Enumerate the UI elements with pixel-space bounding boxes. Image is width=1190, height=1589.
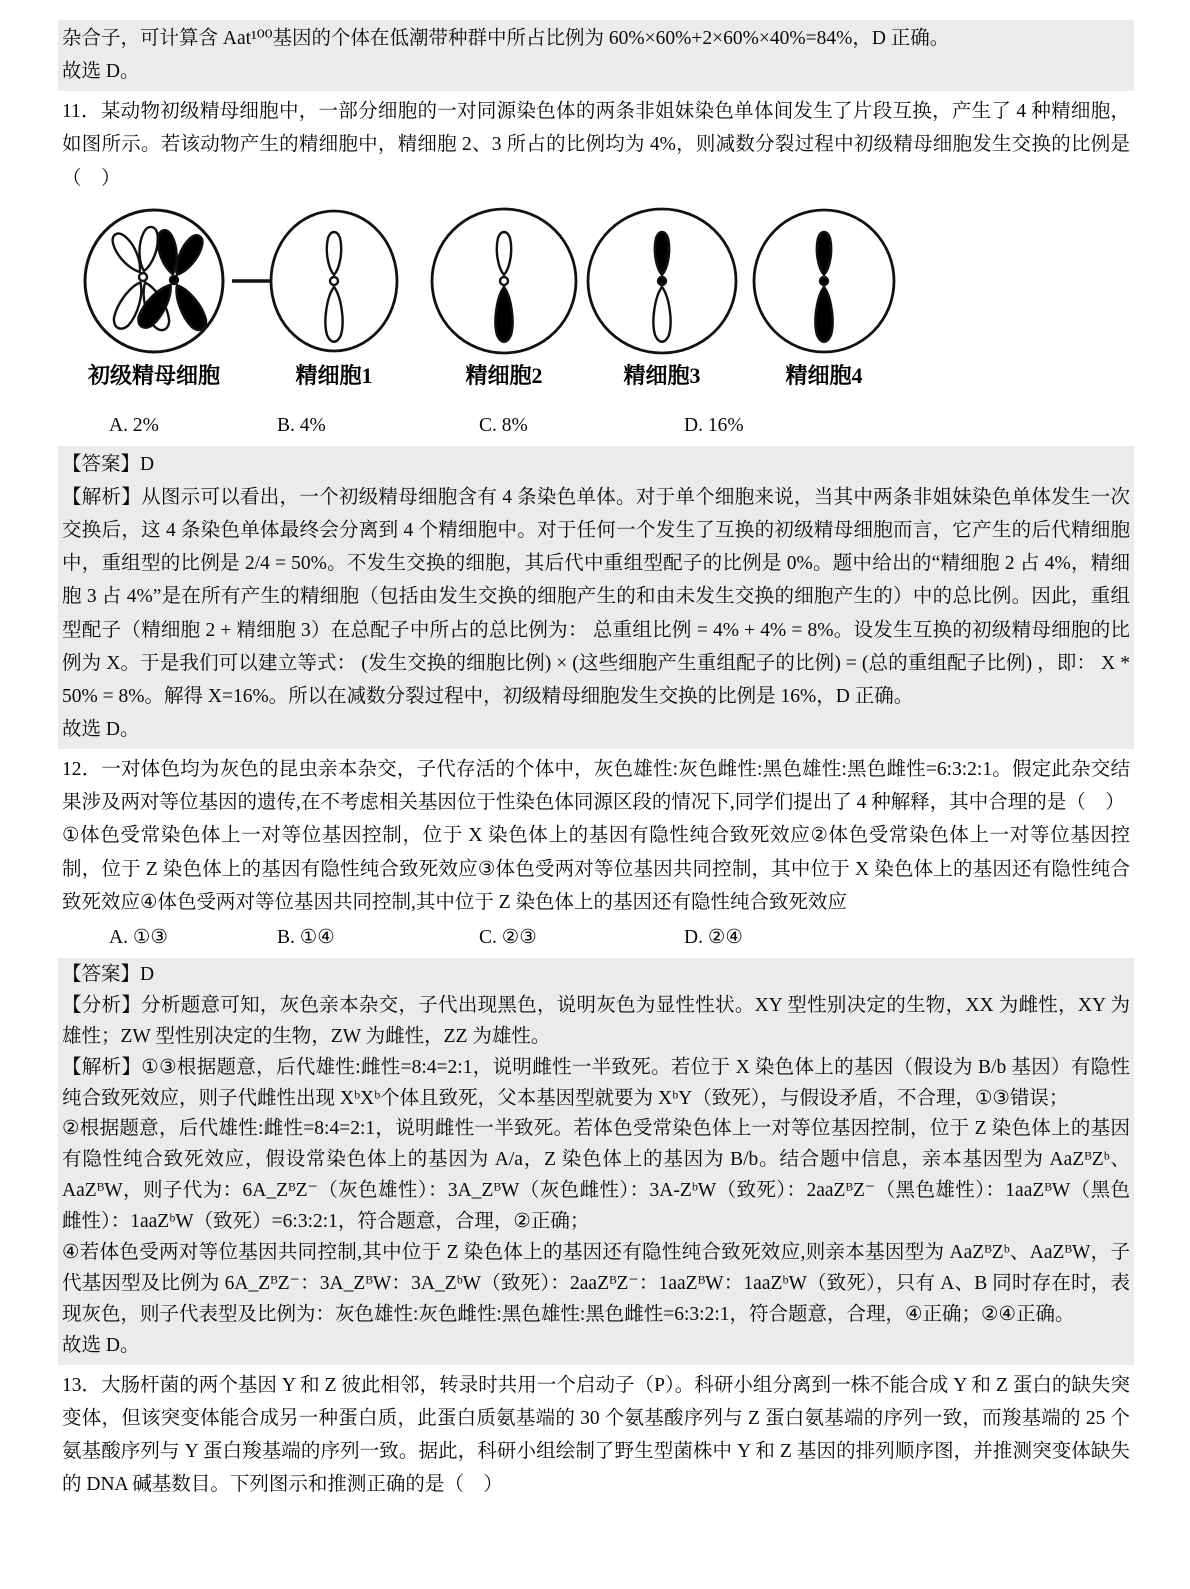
question-13 [62, 1369, 1130, 1502]
meiosis-figure-svg [62, 205, 1128, 395]
question-11-stem: 11．某动物初级精母细胞中，一部分细胞的一对同源染色体的两条非姐妹染色单体间发生了片段互换，产生了 4 种精细胞，如图所示。若该动物产生的精细胞中，精细胞 2、3 所占的比例均为 4%，则减数分裂过程中初级精母细胞发生交换的比例是（ ） [62, 101, 1130, 189]
explanation-text-1: ①③根据题意，后代雄性:雌性=8:4=2:1，说明雌性一半致死。若位于 X 染色体上的基因（假设为 B/b 基因）有隐性纯合致死效应，则子代雌性出现 XᵇXᵇ个体且致死，父本基因型就要为 XᵇY（致死），与假设矛盾，不合理，①③错误； [62, 1056, 1130, 1109]
question-12-answer-block [58, 958, 1134, 1365]
option-d: D. 16% [684, 414, 744, 436]
analysis-paragraph [62, 481, 1130, 713]
explanation-paragraph-3: ④若体色受两对等位基因共同控制,其中位于 Z 染色体上的基因还有隐性纯合致死效应,则亲本基因型为 AaZᴮZᵇ、AaZᴮW，子代基因型及比例为 6A_ZᴮZ⁻：3A_ZᴮW：3A_ZᵇW（致死）：2aaZᴮZ⁻：1aaZᴮW：1aaZᵇW（致死），只有 A、B 同时存在时，表现灰色，则子代表型及比例为：灰色雄性:灰色雌性:黑色雄性:黑色雌性=6:3:2:1，符合题意，合理，④正确；②④正确。 [62, 1242, 1131, 1325]
question-13-stem: 13．大肠杆菌的两个基因 Y 和 Z 彼此相邻，转录时共用一个启动子（P）。科研小组分离到一株不能合成 Y 和 Z 蛋白的缺失突变体，但该突变体能合成另一种蛋白质，此蛋白质氨基端的 30 个氨基酸序列与 Z 蛋白氨基端的序列一致，而羧基端的 25 个氨基酸序列与 Y 蛋白羧基端的序列一致。据此，科研小组绘制了野生型菌株中 Y 和 Z 基因的排列顺序图，并推测突变体缺失的 DNA 碱基数目。下列图示和推测正确的是（ ） [62, 1374, 1130, 1496]
sperm-cell-1-label: 精细胞1 [295, 362, 373, 388]
sperm-cell-2 [432, 209, 576, 388]
question-12-stem: 12．一对体色均为灰色的昆虫亲本杂交，子代存活的个体中，灰色雄性:灰色雌性:黑色雄性:黑色雌性=6:3:2:1。假定此杂交结果涉及两对等位基因的遗传,在不考虑相关基因位于性染色体同源区段的情况下,同学们提出了 4 种解释，其中合理的是（ ） [62, 759, 1130, 814]
sperm-cell-4-label: 精细胞4 [785, 362, 863, 388]
q10-answer-tail-block [58, 20, 1134, 91]
analysis-text: 从图示可以看出，一个初级精母细胞含有 4 条染色单体。对于单个细胞来说，当其中两条非姐妹染色单体发生一次交换后，这 4 条染色单体最终会分离到 4 个精细胞中。对于任何一个发生了互换的初级精母细胞而言，它产生的后代精细胞中，重组型的比例是 2/4 = 50%。不发生交换的细胞，其后代中重组型配子的比例是 0%。题中给出的“精细胞 2 占 4%，精细胞 3 占 4%”是在所有产生的精细胞（包括由发生交换的细胞产生的和由未发生交换的细胞产生的）中的总比例。因此，重组型配子（精细胞 2 + 精细胞 3）在总配子中所占的总比例为： 总重组比例 = 4% + 4% = 8%。设发生互换的初级精母细胞的比例为 X。于是我们可以建立等式： (发生交换的细胞比例) × (这些细胞产生重组配子的比例) = (总的重组配子比例) ，即： X * 50% = 8%。解得 X=16%。所以在减数分裂过程中，初级精母细胞发生交换的比例是 16%，D 正确。 [62, 486, 1130, 707]
analysis-text: 分析题意可知，灰色亲本杂交，子代出现黑色，说明灰色为显性性状。XY 型性别决定的生物，XX 为雌性，XY 为雄性；ZW 型性别决定的生物，ZW 为雌性，ZZ 为雄性。 [62, 994, 1130, 1047]
primary-spermatocyte-label: 初级精母细胞 [87, 362, 221, 388]
analysis-label: 【分析】 [62, 994, 142, 1016]
analysis-paragraph [62, 991, 1130, 1053]
sperm-cell-4 [754, 210, 894, 388]
question-11-figure [62, 205, 1130, 395]
option-a: A. 2% [109, 414, 159, 436]
question-12-hypotheses: ①体色受常染色体上一对等位基因控制，位于 X 染色体上的基因有隐性纯合致死效应②体色受常染色体上一对等位基因控制，位于 Z 染色体上的基因有隐性纯合致死效应③体色受两对等位基因共同控制，其中位于 X 染色体上的基因还有隐性纯合致死效应④体色受两对等位基因共同控制,其中位于 Z 染色体上的基因还有隐性纯合致死效应 [62, 825, 1130, 913]
conclusion-line: 故选 D。 [62, 718, 140, 740]
option-b: B. 4% [277, 414, 326, 436]
answer-line [62, 960, 1130, 991]
answer-label: 【答案】 [62, 963, 141, 985]
answer-value: D [140, 963, 155, 985]
explanation-paragraph-2: ②根据题意，后代雄性:雌性=8:4=2:1，说明雌性一半致死。若体色受常染色体上一对等位基因控制，位于 Z 染色体上的基因有隐性纯合致死效应，假设常染色体上的基因为 A/a，Z 染色体上的基因为 B/b。结合题中信息，亲本基因型为 AaZᴮZᵇ、AaZᴮW，则子代为：6A_ZᴮZ⁻（灰色雄性）：3A_ZᴮW（灰色雌性）：3A-ZᵇW（致死）：2aaZᴮZ⁻（黑色雄性）：1aaZᴮW（黑色雌性）：1aaZᵇW（致死）=6:3:2:1，符合题意，合理，②正确； [62, 1118, 1130, 1233]
option-c: C. ②③ [479, 926, 537, 948]
question-11-answer-block [58, 446, 1134, 749]
explanation-paragraph-1 [62, 1053, 1130, 1115]
answer-label: 【答案】 [62, 453, 141, 475]
analysis-label: 【解析】 [62, 486, 142, 508]
option-d: D. ②④ [684, 926, 743, 948]
q10-tail-conclusion: 故选 D。 [62, 61, 140, 83]
question-11 [62, 95, 1130, 749]
conclusion-line: 故选 D。 [62, 1334, 140, 1356]
question-11-options [62, 409, 1130, 442]
sperm-cell-3 [588, 209, 736, 388]
sperm-cell-1 [271, 211, 397, 388]
answer-line [62, 448, 1130, 481]
option-b: B. ①④ [277, 926, 335, 948]
sperm-cell-3-label: 精细胞3 [623, 362, 701, 388]
primary-spermatocyte-cell [85, 210, 223, 388]
option-c: C. 8% [479, 414, 528, 436]
question-12-options [62, 921, 1130, 954]
question-12 [62, 753, 1130, 1365]
explanation-label: 【解析】 [62, 1056, 142, 1078]
q10-tail-line1: 杂合子，可计算含 Aat¹⁰⁰基因的个体在低潮带种群中所占比例为 60%×60%+2×60%×40%=84%，D 正确。 [62, 28, 950, 49]
answer-value: D [140, 453, 155, 475]
option-a: A. ①③ [109, 926, 168, 948]
sperm-cell-2-label: 精细胞2 [465, 362, 543, 388]
